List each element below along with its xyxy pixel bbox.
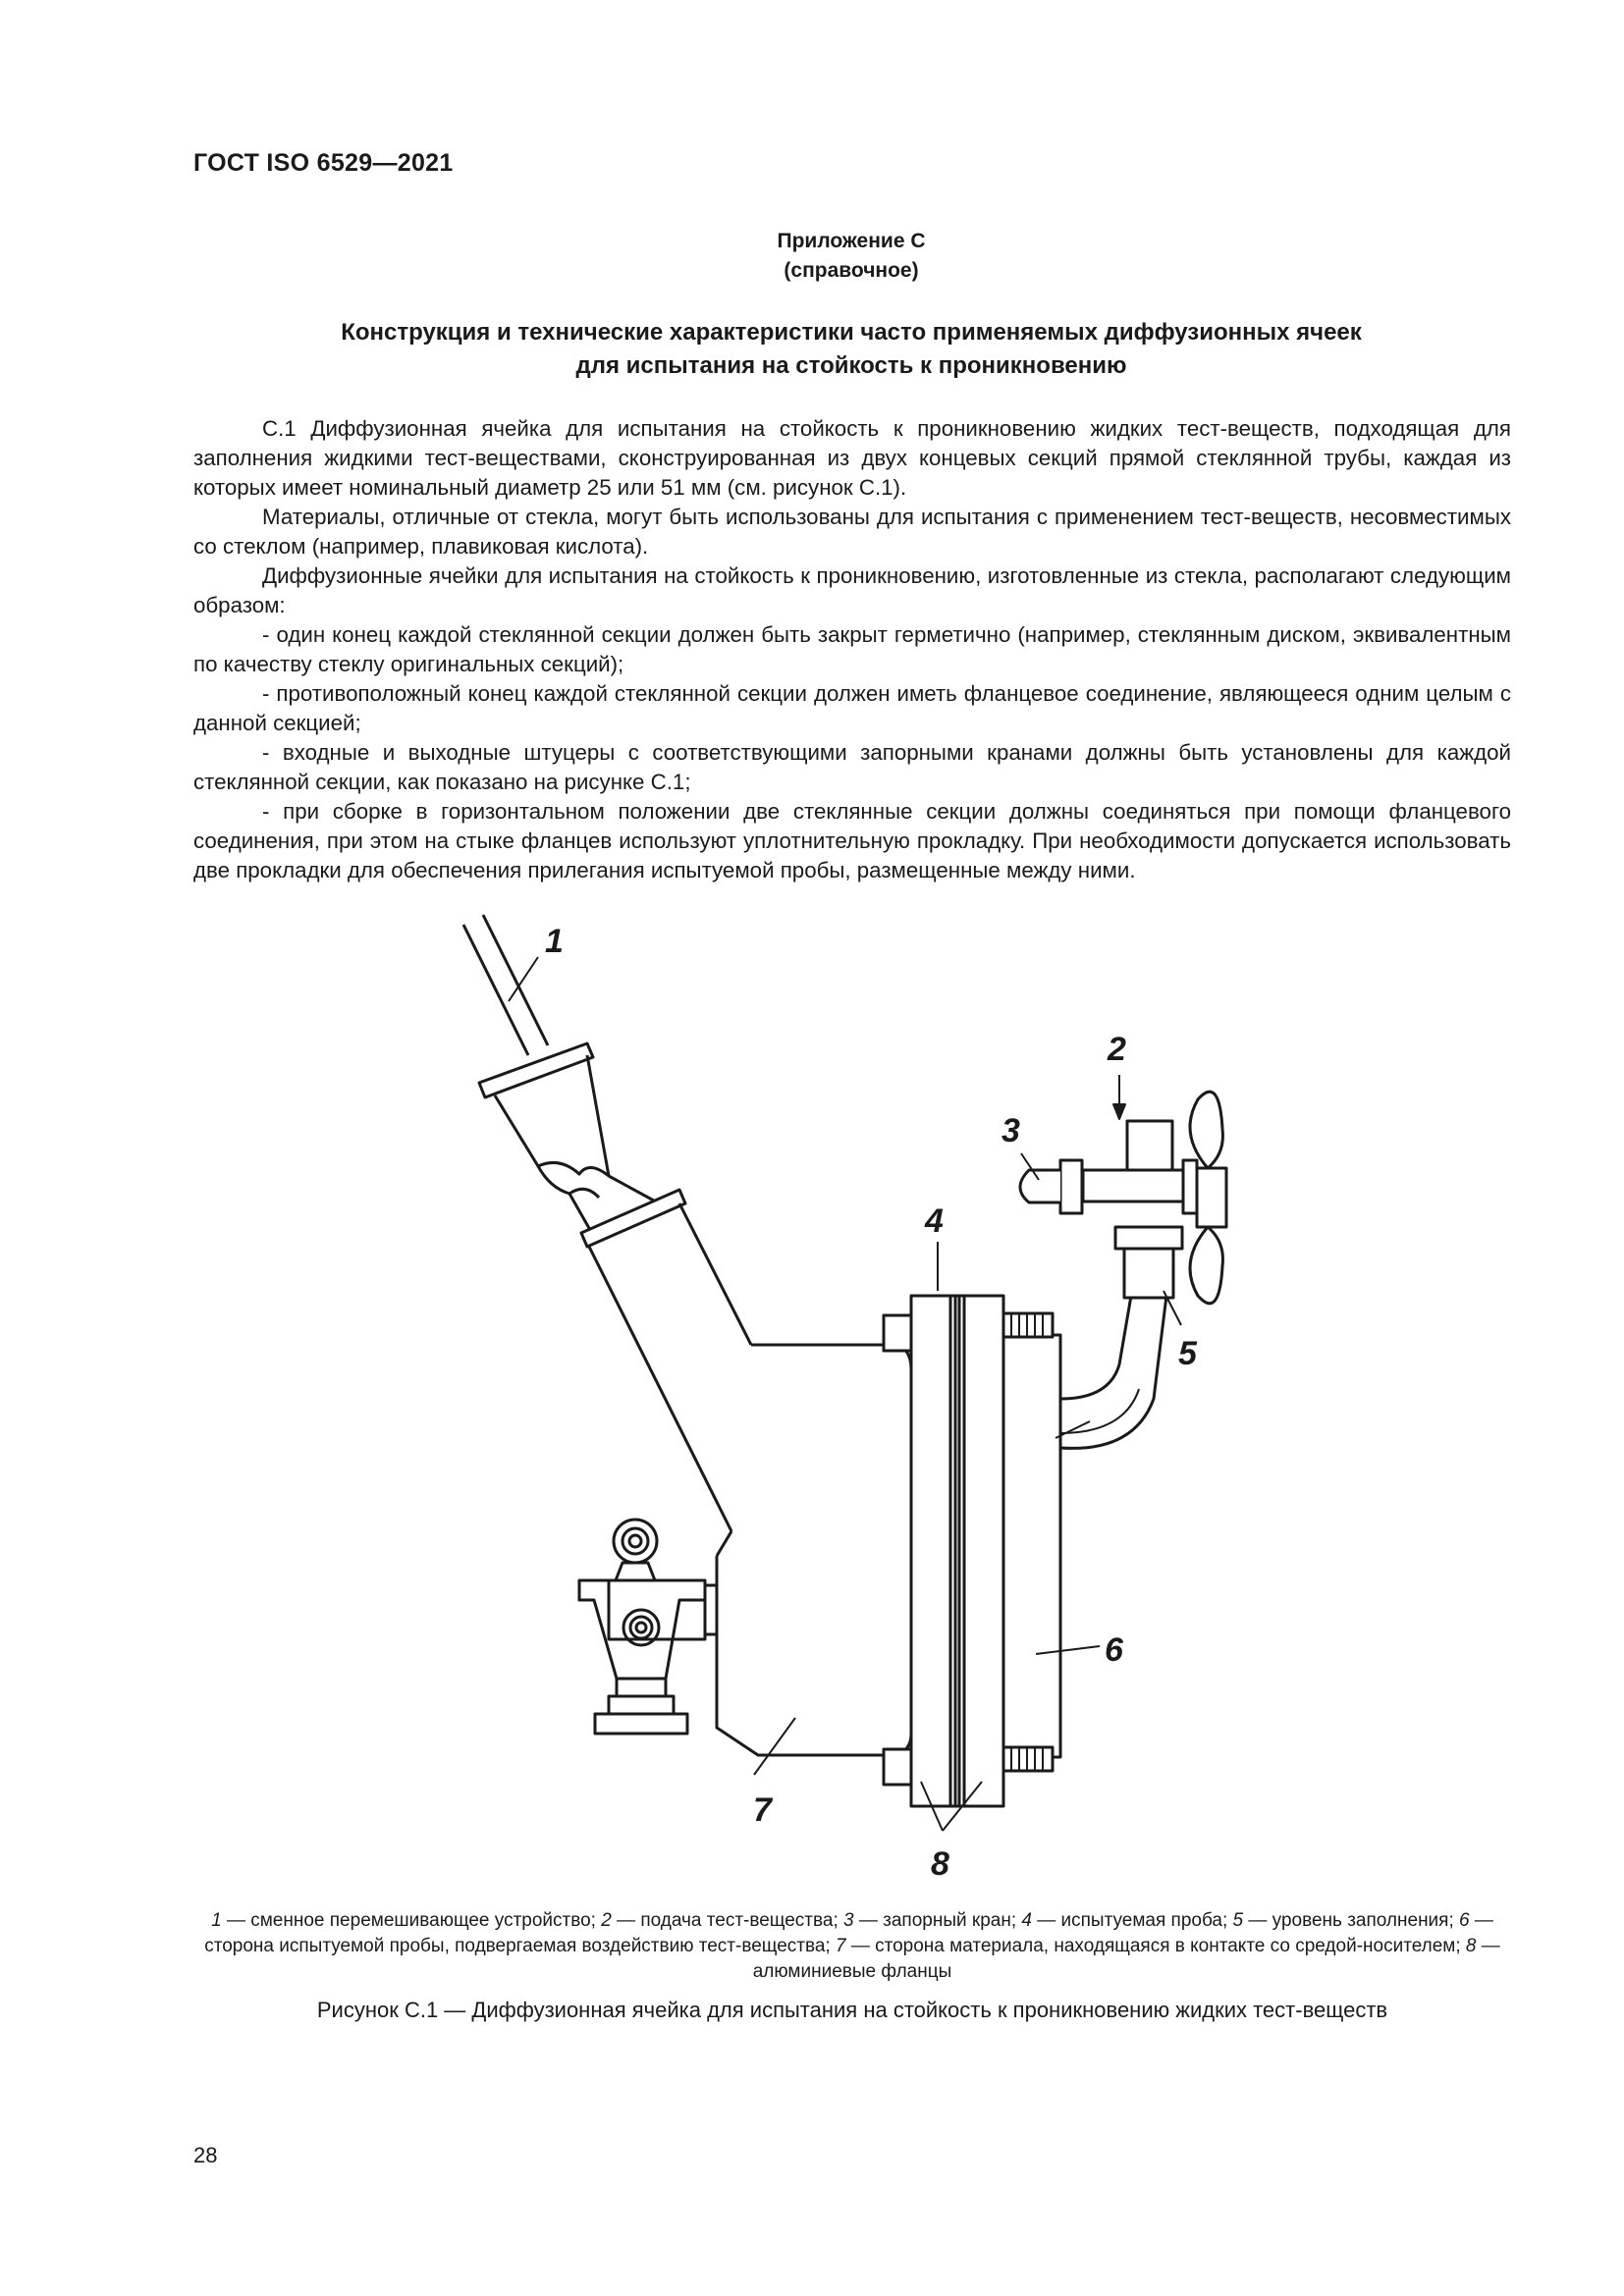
- legend-number: 1: [211, 1910, 222, 1931]
- appendix-subtitle: (справочное): [784, 259, 919, 282]
- legend-text: — сторона испытуемой пробы, подвергаемая воздействию тест-вещества;: [204, 1910, 1493, 1956]
- body-text: [193, 414, 1511, 885]
- legend-text: — подача тест-вещества;: [611, 1910, 843, 1931]
- legend-number: 7: [835, 1936, 846, 1956]
- legend-text: — испытуемая проба;: [1031, 1910, 1233, 1931]
- right-chamber: [1003, 1313, 1060, 1771]
- legend-number: 3: [843, 1910, 854, 1931]
- list-item: - противоположный конец каждой стеклянной секции должен иметь фланцевое соединение, являющееся одним целым с данной секцией;: [193, 681, 1511, 735]
- legend-text: — запорный кран;: [853, 1910, 1022, 1931]
- label-5: 5: [1178, 1335, 1197, 1372]
- label-3: 3: [1001, 1112, 1020, 1149]
- appendix-heading: [193, 227, 1509, 286]
- section-title: [193, 316, 1509, 383]
- legend-text: — сменное перемешивающее устройство;: [221, 1910, 602, 1931]
- paragraph: Диффузионные ячейки для испытания на стойкость к проникновению, изготовленные из стекла, располагают следующим образом:: [193, 563, 1511, 617]
- diffusion-cell-figure: [422, 903, 1247, 1899]
- label-6: 6: [1105, 1631, 1123, 1669]
- top-stopcock: [1020, 1092, 1226, 1304]
- section-title-line-2: для испытания на стойкость к проникновению: [575, 352, 1127, 379]
- legend-number: 5: [1232, 1910, 1244, 1931]
- glass-tube: [589, 1203, 893, 1556]
- legend-number: 6: [1459, 1910, 1470, 1931]
- legend-number: 8: [1465, 1936, 1477, 1956]
- legend-text: — алюминиевые фланцы: [752, 1936, 1500, 1982]
- left-stopcock: [579, 1520, 705, 1734]
- legend-number: 4: [1021, 1910, 1032, 1931]
- page-number: 28: [193, 2143, 218, 2167]
- stirring-rod: [463, 915, 548, 1055]
- list-item: - один конец каждой стеклянной секции должен быть закрыт герметично (например, стеклянным диском, эквивалентным по качеству стеклу оригинальных секций);: [193, 622, 1511, 676]
- label-1: 1: [545, 923, 564, 960]
- paragraph: С.1 Диффузионная ячейка для испытания на стойкость к проникновению жидких тест-веществ, подходящая для заполнения жидкими тест-веществами, сконструированная из двух концевых секций прямой стеклянной трубы, каждая из которых имеет номинальный диаметр 25 или 51 мм (см. рисунок С.1).: [193, 416, 1511, 500]
- figure-caption: Рисунок С.1 — Диффузионная ячейка для испытания на стойкость к проникновению жидких тест-веществ: [316, 1998, 1388, 2022]
- middle-flange: [581, 1190, 685, 1247]
- document-code: ГОСТ ISO 6529—2021: [193, 149, 454, 177]
- top-flange: [479, 1043, 593, 1097]
- label-2: 2: [1108, 1031, 1126, 1068]
- label-7: 7: [753, 1791, 772, 1829]
- list-item: - входные и выходные штуцеры с соответствующими запорными кранами должны быть установлены для каждой стеклянной секции, как показано на рисунке С.1;: [193, 740, 1511, 794]
- figure-legend: [193, 1908, 1511, 1985]
- label-4: 4: [925, 1202, 944, 1240]
- side-arm: [1060, 1296, 1166, 1448]
- left-chamber: [705, 1345, 911, 1755]
- aluminium-flanges: [884, 1296, 1003, 1806]
- legend-text: — сторона материала, находящаяся в контакте со средой-носителем;: [845, 1936, 1466, 1956]
- legend-number: 2: [601, 1910, 612, 1931]
- label-8: 8: [931, 1845, 949, 1883]
- section-title-line-1: Конструкция и технические характеристики часто применяемых диффузионных ячеек: [341, 319, 1362, 346]
- paragraph: Материалы, отличные от стекла, могут быть использованы для испытания с применением тест-веществ, несовместимых со стеклом (например, плавиковая кислота).: [193, 505, 1511, 559]
- appendix-title: Приложение С: [777, 230, 926, 252]
- legend-text: — уровень заполнения;: [1243, 1910, 1460, 1931]
- list-item: - при сборке в горизонтальном положении две стеклянные секции должны соединяться при помощи фланцевого соединения, при этом на стыке фланцев используют уплотнительную прокладку. При необходимости допускается использовать две прокладки для обеспечения прилегания испытуемой пробы, размещенные между ними.: [193, 799, 1511, 882]
